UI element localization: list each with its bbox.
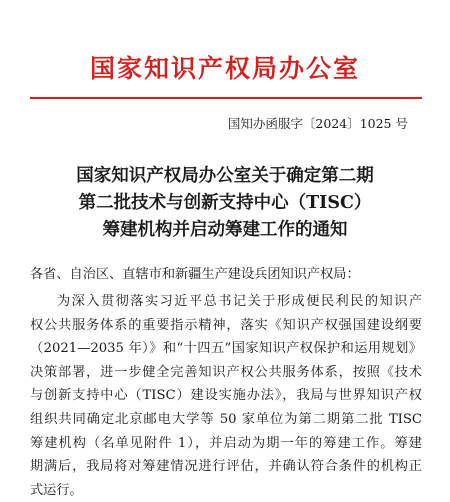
body-line: 式运行。 <box>30 482 83 498</box>
document-title-line: 筹建机构并启动筹建工作的通知 <box>102 220 348 240</box>
body-paragraph <box>30 290 422 502</box>
document-number: 国知办函服字〔2024〕1025 号 <box>227 116 408 131</box>
body-line: 权公共服务体系的重要指示精神，落实《知识产权强国建设纲要 <box>30 317 422 333</box>
body-line: 为深入贯彻落实习近平总书记关于形成便民利民的知识产 <box>57 294 422 309</box>
body-line: 决策部署，进一步健全完善知识产权公共服务体系，按照《技术 <box>30 364 422 380</box>
document-title <box>0 163 450 244</box>
letterhead-title: 国家知识产权局办公室 <box>89 54 360 83</box>
body-line: 与创新支持中心（TISC）建设实施办法》，我局与世界知识产权 <box>30 388 422 404</box>
document-title-line: 国家知识产权局办公室关于确定第二期 <box>76 166 374 186</box>
body-line: 组织共同确定北京邮电大学等 50 家单位为第二期第二批 TISC <box>30 411 422 427</box>
document-title-line: 第二批技术与创新支持中心（TISC） <box>78 193 372 213</box>
body-line: 期满后，我局将对筹建情况进行评估，并确认符合条件的机构正 <box>30 459 422 475</box>
red-divider-rule <box>30 97 422 99</box>
salutation: 各省、自治区、直辖市和新疆生产建设兵团知识产权局： <box>30 267 360 282</box>
body-line: 筹建机构（名单见附件 1），并启动为期一年的筹建工作。筹建 <box>30 435 422 451</box>
body-line: （2021—2035 年）》和“十四五”国家知识产权保护和运用规划》 <box>30 341 422 357</box>
